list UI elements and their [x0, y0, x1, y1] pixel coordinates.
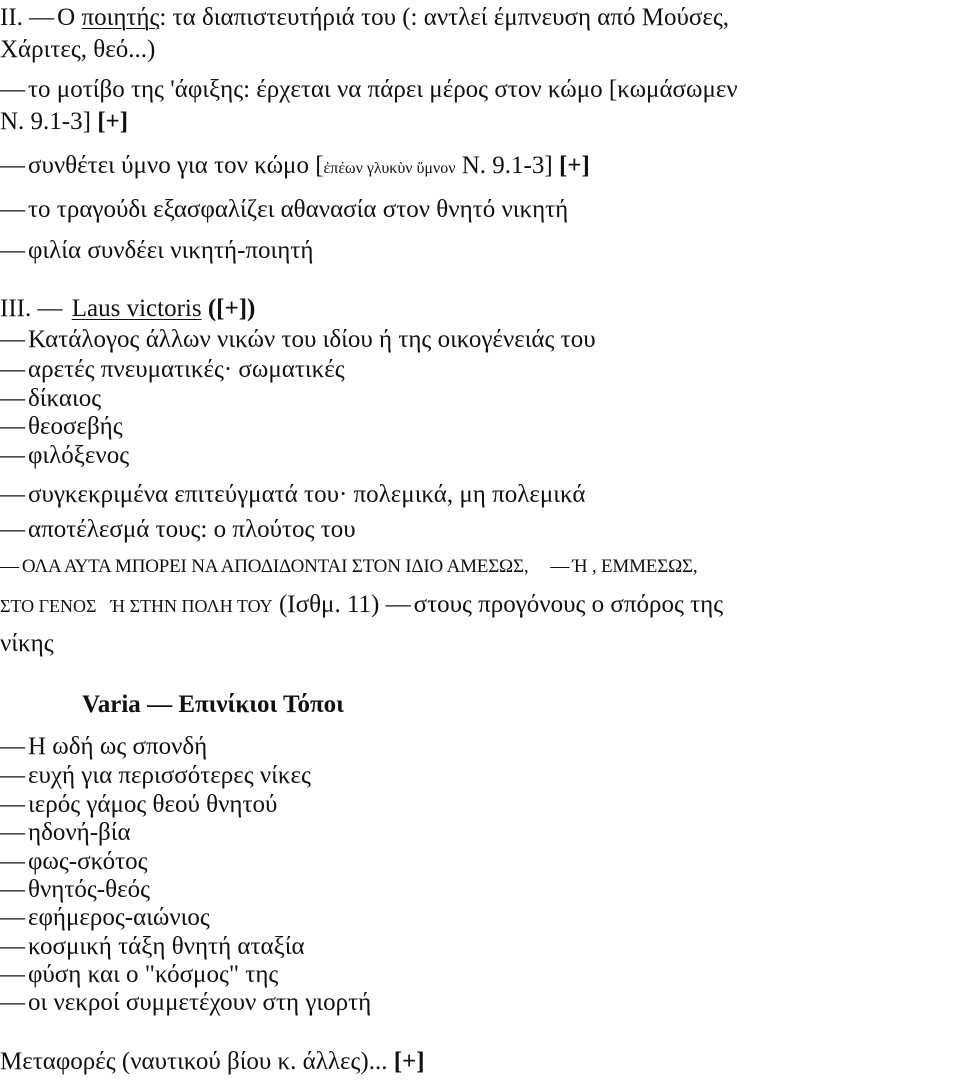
dash: —	[0, 791, 25, 818]
list-item	[0, 818, 131, 848]
expand-link[interactable]: [+]	[393, 1048, 425, 1075]
greek-quote: ἐπέων γλυκὺν ὕμνον	[323, 160, 456, 177]
dash: —	[0, 481, 25, 508]
dash: —	[0, 961, 25, 988]
section-ii-line-2	[0, 35, 155, 65]
dash: —	[29, 4, 55, 31]
dash: —	[0, 762, 25, 789]
list-item	[0, 903, 210, 933]
text: το τραγούδι εξασφαλίζει αθανασία στον θνητό νικητή	[28, 196, 569, 223]
reference: Ν. 9.1-3]	[455, 152, 559, 179]
text: το μοτίβο της 'άφιξης: έρχεται να πάρει μέρος στον κώμο [κωμάσωμεν	[28, 76, 738, 103]
dash: —	[0, 904, 25, 931]
expand-link[interactable]: [+]	[558, 152, 590, 179]
text: νίκης	[0, 630, 54, 657]
metaphors-line	[0, 1047, 425, 1077]
list-item	[0, 988, 371, 1018]
dash: —	[0, 326, 25, 353]
text: φιλόξενος	[28, 442, 130, 469]
dash: —	[385, 591, 411, 618]
text: φύση και ο "κόσμος" της	[28, 961, 279, 988]
dash: —	[147, 691, 173, 718]
text: Μεταφορές (ναυτικού βίου κ. άλλες)...	[0, 1048, 388, 1075]
expand-link[interactable]: ([+])	[207, 295, 256, 322]
list-item	[0, 847, 148, 877]
section-ii-line-6	[0, 195, 568, 225]
dash: —	[0, 848, 25, 875]
poet-link[interactable]: ποιητής	[81, 4, 160, 31]
caps-line-1	[0, 552, 697, 582]
dash: —	[0, 876, 25, 903]
list-item	[0, 515, 356, 545]
text: συγκεκριμένα επιτεύγματά του· πολεμικά, μη πολεμικά	[28, 481, 586, 508]
varia-heading	[82, 690, 344, 720]
text: θνητός-θεός	[28, 876, 150, 903]
text: οι νεκροί συμμετέχουν στη γιορτή	[28, 989, 372, 1016]
list-item	[0, 875, 150, 905]
text: δίκαιος	[28, 385, 102, 412]
dash: —	[0, 819, 25, 846]
dash: —	[0, 356, 25, 383]
list-item	[0, 480, 585, 510]
text: Χάριτες, θεό...)	[0, 36, 156, 63]
dash: —	[0, 237, 25, 264]
text: κοσμική τάξη θνητή αταξία	[28, 933, 305, 960]
list-item	[0, 325, 596, 355]
text: αποτέλεσμά τους: ο πλούτος του	[28, 516, 356, 543]
list-item	[0, 790, 277, 820]
text: Ή ΣΤΗΝ ΠΟΛΗ ΤΟΥ	[110, 596, 273, 616]
text: θεοσεβής	[28, 413, 123, 440]
section-ii-line-4	[0, 107, 128, 137]
dash: —	[37, 295, 63, 322]
dash: —	[0, 413, 25, 440]
list-item	[0, 412, 123, 442]
text: Ή , ΕΜΜΕΣΩΣ,	[572, 556, 698, 577]
section-ii-line-1	[0, 3, 729, 33]
text: ιερός γάμος θεού θνητού	[28, 791, 278, 818]
list-item	[0, 732, 207, 762]
expand-link[interactable]: [+]	[97, 108, 129, 135]
text: ΣΤΟ ΓΕΝΟΣ	[0, 596, 97, 616]
text: συνθέτει ύμνο για τον κώμο [	[28, 152, 324, 179]
dash: —	[0, 152, 25, 179]
text: ΟΛΑ ΑΥΤΑ ΜΠΟΡΕΙ ΝΑ ΑΠΟΔΙΔΟΝΤΑΙ ΣΤΟΝ ΙΔΙΟ ΑΜΕΣΩΣ,	[21, 556, 529, 577]
dash: —	[0, 385, 25, 412]
dash: —	[0, 733, 25, 760]
dash: —	[0, 442, 25, 469]
text: Ο	[57, 4, 82, 31]
text: ευχή για περισσότερες νίκες	[28, 762, 311, 789]
section-iii-heading	[0, 294, 255, 324]
text: Varia	[82, 691, 141, 718]
dash: —	[0, 556, 19, 577]
text: Κατάλογος άλλων νικών του ιδίου ή της οικογένειάς του	[28, 326, 596, 353]
list-item	[0, 441, 129, 471]
list-item	[0, 761, 311, 791]
text: φως-σκότος	[28, 848, 148, 875]
text: αρετές πνευματικές· σωματικές	[28, 356, 345, 383]
reference: (Ισθμ. 11)	[272, 591, 386, 618]
dash: —	[0, 196, 25, 223]
list-item	[0, 960, 278, 990]
dash: —	[0, 933, 25, 960]
text: εφήμερος-αιώνιος	[28, 904, 210, 931]
text: ηδονή-βία	[28, 819, 131, 846]
laus-victoris-link[interactable]: Laus victoris	[71, 295, 202, 322]
list-item	[0, 384, 101, 414]
text: Η ωδή ως σπονδή	[28, 733, 208, 760]
dash: —	[0, 516, 25, 543]
list-item	[0, 932, 305, 962]
dash: —	[0, 76, 25, 103]
section-ii-line-5	[0, 151, 590, 184]
dash: —	[550, 556, 570, 577]
section-number: ΙΙΙ.	[0, 295, 32, 322]
reference: Ν. 9.1-3]	[0, 108, 98, 135]
text: : τα διαπιστευτήριά του (: αντλεί έμπνευση από Μούσες,	[159, 4, 729, 31]
section-number: II.	[0, 4, 23, 31]
text: στους προγόνους ο σπόρος της	[413, 591, 724, 618]
text: φιλία συνδέει νικητή-ποιητή	[28, 237, 314, 264]
list-item	[0, 355, 345, 385]
section-ii-line-7	[0, 236, 313, 266]
caps-line-3	[0, 629, 54, 659]
section-ii-line-3	[0, 75, 738, 105]
dash: —	[0, 989, 25, 1016]
text: Επινίκιοι Τόποι	[178, 691, 344, 718]
caps-line-2	[0, 590, 723, 621]
